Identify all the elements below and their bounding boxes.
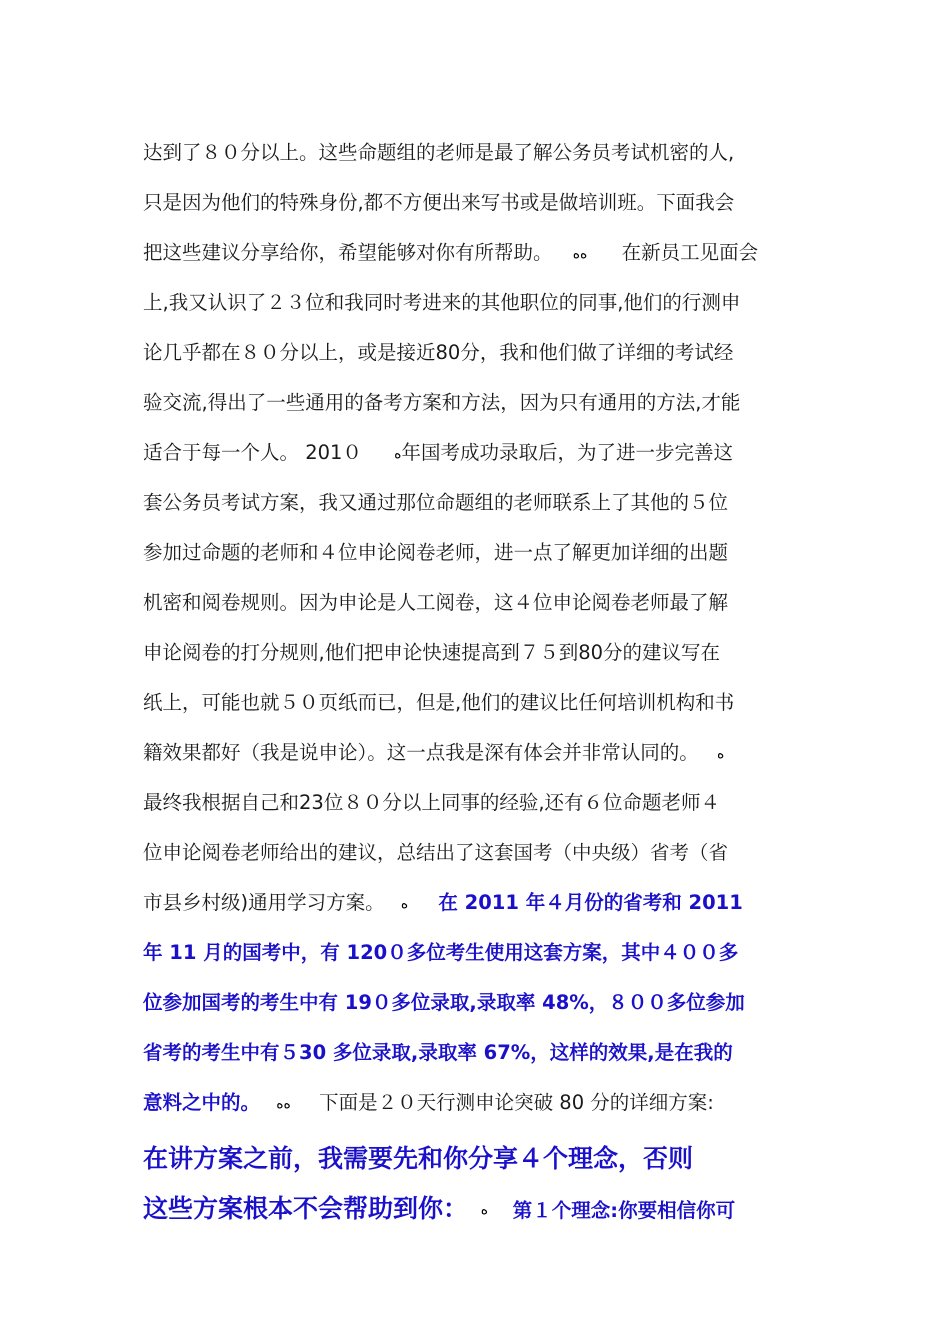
text-segment: 籍效果都好（我是说申论）。这一点我是深有体会并非常认同的。 bbox=[143, 741, 699, 764]
text-line: 位申论阅卷老师给出的建议，总结出了这套国考（中央级）省考（省 bbox=[143, 841, 729, 864]
text-line bbox=[143, 428, 811, 478]
text-line: 纸上，可能也就５０页纸而已，但是,他们的建议比任何培训机构和书 bbox=[143, 691, 735, 714]
text-line: 只是因为他们的特殊身份,都不方便出来写书或是做培训班。下面我会 bbox=[143, 191, 735, 214]
text-segment: 适合于每一个人。 201０ bbox=[143, 441, 362, 464]
text-line: 上,我又认识了２３位和我同时考进来的其他职位的同事,他们的行测申 bbox=[143, 291, 741, 314]
highlight-text: 意料之中的。 bbox=[143, 1091, 261, 1114]
highlight-line: 省考的考生中有５30 多位录取,录取率 67%，这样的效果,是在我的 bbox=[143, 1041, 733, 1064]
paragraph-mark-icon: ﻩ bbox=[400, 895, 409, 912]
document-body bbox=[143, 128, 811, 1234]
text-segment: 在新员工见面会 bbox=[621, 241, 759, 264]
paragraph-mark-icon: ﻩ bbox=[716, 745, 725, 762]
highlight-text: 在 2011 年４月份的省考和 2011 bbox=[438, 891, 743, 914]
paragraph-mark-icon: ﻩﻩ bbox=[572, 245, 588, 262]
text-line: 最终我根据自己和23位８０分以上同事的经验,还有６位命题老师４ bbox=[143, 791, 721, 814]
paragraph-mark-icon: ﻩ bbox=[394, 445, 402, 462]
highlight-text: 第１个理念:你要相信你可 bbox=[512, 1199, 736, 1222]
highlight-line: 位参加国考的考生中有 19０多位录取,录取率 48%，８００多位参加 bbox=[143, 991, 745, 1014]
text-line bbox=[143, 728, 811, 778]
heading-segment: 这些方案根本不会帮助到你： bbox=[143, 1194, 469, 1223]
text-segment: 把这些建议分享给你，希望能够对你有所帮助。 bbox=[143, 241, 553, 264]
text-line: 机密和阅卷规则。因为申论是人工阅卷，这４位申论阅卷老师最了解 bbox=[143, 591, 729, 614]
text-line: 达到了８０分以上。这些命题组的老师是最了解公务员考试机密的人, bbox=[143, 141, 735, 164]
text-line bbox=[143, 228, 811, 278]
text-line: 参加过命题的老师和４位申论阅卷老师，进一点了解更加详细的出题 bbox=[143, 541, 729, 564]
text-line bbox=[143, 1078, 811, 1128]
text-segment: 市县乡村级)通用学习方案。 bbox=[143, 891, 385, 914]
text-line: 验交流,得出了一些通用的备考方案和方法，因为只有通用的方法,才能 bbox=[143, 391, 741, 414]
highlight-line: 年 11 月的国考中，有 120０多位考生使用这套方案，其中４００多 bbox=[143, 941, 739, 964]
text-segment: 下面是２０天行测申论突破 80 分的详细方案: bbox=[319, 1091, 714, 1114]
heading-line: 在讲方案之前，我需要先和你分享４个理念，否则 bbox=[143, 1144, 694, 1173]
paragraph-mark-icon: ﻩﻩ bbox=[276, 1095, 291, 1112]
paragraph-mark-icon: ﻩ bbox=[480, 1202, 489, 1218]
text-line: 申论阅卷的打分规则,他们把申论快速提高到７５到80分的建议写在 bbox=[143, 641, 721, 664]
heading-line bbox=[143, 1184, 811, 1234]
text-line: 套公务员考试方案，我又通过那位命题组的老师联系上了其他的５位 bbox=[143, 491, 729, 514]
text-segment: 年国考成功录取后，为了进一步完善这 bbox=[401, 441, 733, 464]
text-line: 论几乎都在８０分以上，或是接近80分，我和他们做了详细的考试经 bbox=[143, 341, 734, 364]
text-line bbox=[143, 878, 811, 928]
